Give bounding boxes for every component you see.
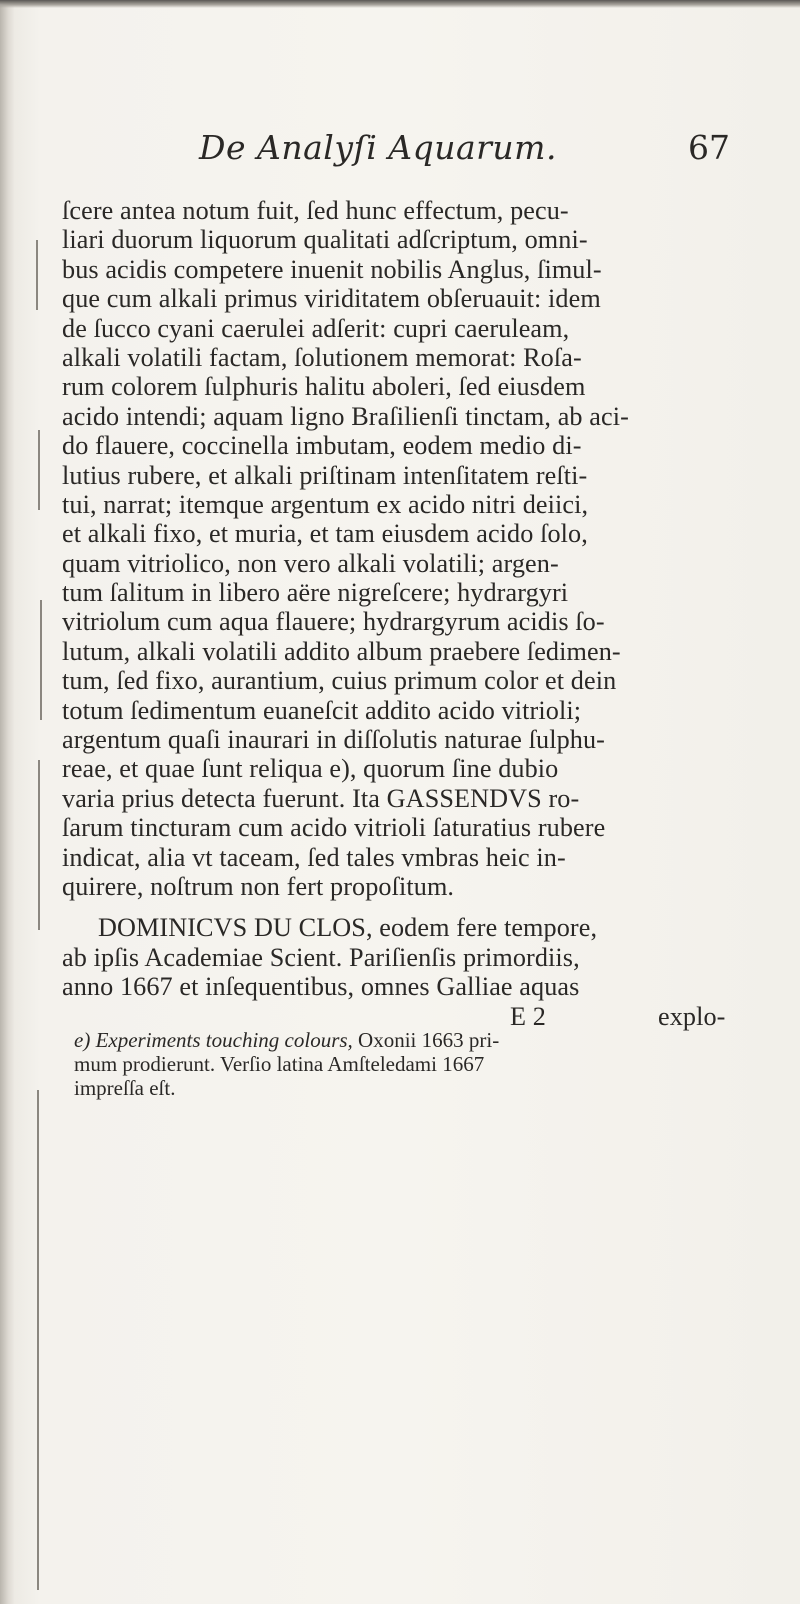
text-line: ſarum tincturam cum acido vitrioli ſaturatius rubere (62, 813, 606, 843)
text-line: anno 1667 et inſequentibus, omnes Galliae aquas (62, 972, 580, 1002)
text-line: vitriolum cum aqua flauere; hydrargyrum acidis ſo- (62, 607, 605, 637)
signature-mark: E 2 (510, 1001, 546, 1031)
text-line: ab ipſis Academiae Scient. Pariſienſis primordiis, (62, 942, 580, 972)
text-line: varia prius detecta fuerunt. Ita GASSENDVS ro- (62, 783, 580, 813)
page-top-edge (0, 0, 800, 8)
footnote-line (74, 1028, 764, 1052)
body-text (62, 196, 762, 1031)
paragraph-2-continued (62, 943, 762, 1002)
footnote-line: mum prodierunt. Verſio latina Amſteledami 1667 (74, 1052, 485, 1076)
text-line: acido intendi; aquam ligno Braſilienſi tinctam, ab aci- (62, 401, 629, 431)
text-line: indicat, alia vt taceam, ſed tales vmbras heic in- (62, 842, 566, 872)
running-title: De Analyſi Aquarum. (199, 128, 557, 167)
text-line: quam vitriolico, non vero alkali volatili; argen- (62, 548, 559, 578)
text-line: reae, et quae ſunt reliqua e), quorum ſine dubio (62, 754, 559, 784)
text-line: tum, ſed fixo, aurantium, cuius primum color et dein (62, 666, 617, 696)
footnote-title: Experiments touching colours, (95, 1028, 353, 1052)
footnote-marker: e) (74, 1028, 91, 1052)
text-line: DOMINICVS DU CLOS, eodem fere tempore, (98, 913, 598, 943)
footnote (74, 1028, 764, 1100)
paragraph-spacer (62, 901, 762, 913)
footnote-text: Oxonii 1663 pri- (358, 1028, 500, 1052)
text-line: quirere, noſtrum non fert propoſitum. (62, 871, 455, 901)
signature-line (62, 1002, 762, 1031)
text-line: que cum alkali primus viriditatem obſeruauit: idem (62, 284, 601, 314)
text-line: do flauere, coccinella imbutam, eodem medio di- (62, 431, 582, 461)
text-line: rum colorem ſulphuris halitu aboleri, ſed eiusdem (62, 372, 586, 402)
catchword: explo- (658, 1001, 726, 1031)
paragraph-1 (62, 196, 762, 901)
text-line: tui, narrat; itemque argentum ex acido nitri deiici, (62, 489, 589, 519)
text-line: lutum, alkali volatili addito album praebere ſedimen- (62, 636, 621, 666)
text-line: de ſucco cyani caerulei adſerit: cupri caeruleam, (62, 313, 570, 343)
text-line: et alkali fixo, et muria, et tam eiusdem acido ſolo, (62, 519, 588, 549)
text-line: ſcere antea notum fuit, ſed hunc effectum, pecu- (62, 196, 569, 225)
text-line: totum ſedimentum euaneſcit addito acido vitrioli; (62, 695, 582, 725)
page-gutter-shadow (0, 0, 14, 1604)
footnote-line: impreſſa eſt. (74, 1076, 176, 1100)
text-line: lutius rubere, et alkali priſtinam intenſitatem reſti- (62, 460, 588, 490)
page-number: 67 (688, 128, 730, 167)
text-line: tum ſalitum in libero aëre nigreſcere; hydrargyri (62, 578, 569, 608)
page-header (0, 128, 800, 178)
text-line: liari duorum liquorum qualitati adſcriptum, omni- (62, 225, 588, 255)
text-line: argentum quaſi inaurari in diſſolutis naturae ſulphu- (62, 725, 605, 755)
text-line: alkali volatili factam, ſolutionem memorat: Roſa- (62, 342, 582, 372)
paragraph-2 (62, 913, 762, 942)
text-line: bus acidis competere inuenit nobilis Anglus, ſimul- (62, 254, 602, 284)
